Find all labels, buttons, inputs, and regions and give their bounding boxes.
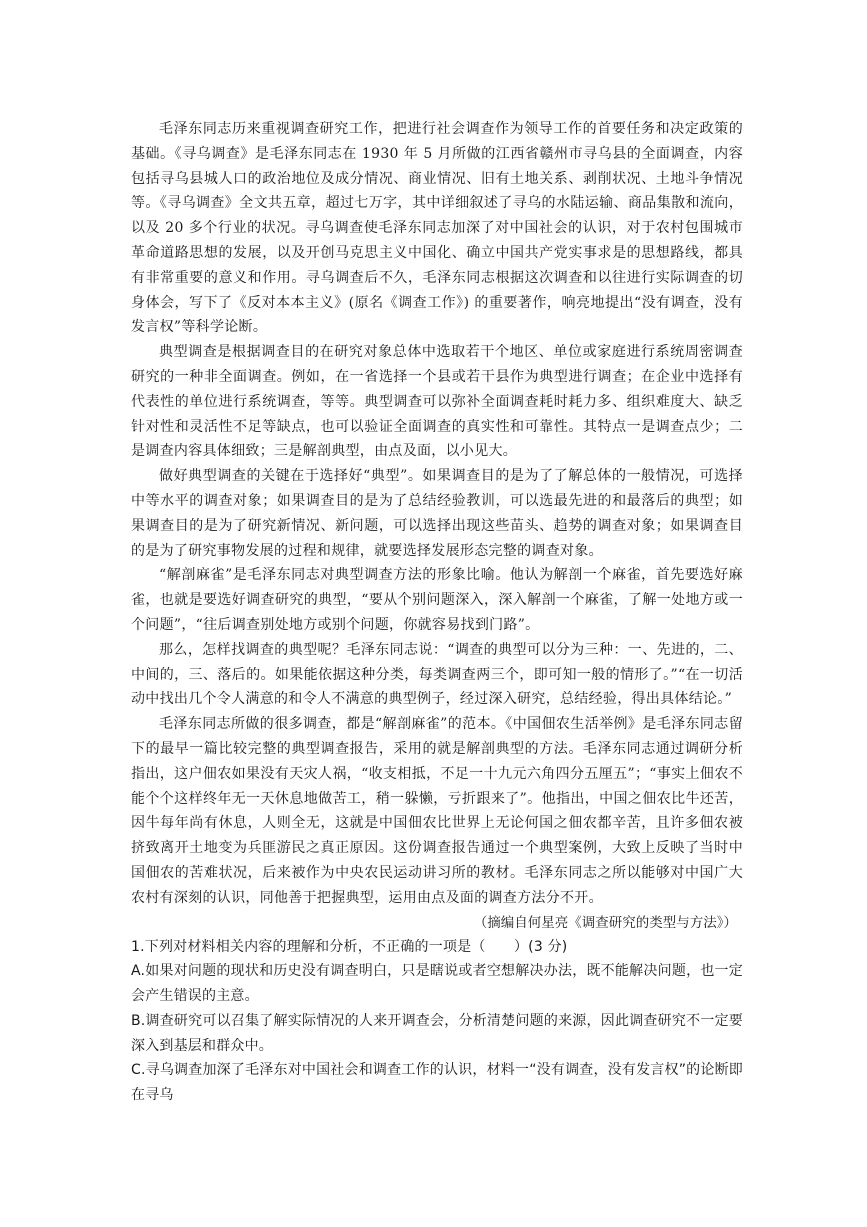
option-c: C.寻乌调查加深了毛泽东对中国社会和调查工作的认识，材料一“没有调查，没有发言权”的论断即在寻乌 bbox=[131, 1062, 743, 1104]
option-b: B.调查研究可以召集了解实际情况的人来开调查会，分析清楚问题的来源，因此调查研究不一定要深入到基层和群众中。 bbox=[131, 1012, 743, 1054]
passage-paragraph-6: 毛泽东同志所做的很多调查，都是“解剖麻雀”的范本。《中国佃农生活举例》是毛泽东同志留下的最早一篇比较完整的典型调查报告，采用的就是解剖典型的方法。毛泽东同志通过调研分析指出，这户佃农如果没有天灾人祸，“收支相抵，不足一十九元六角四分五厘五”；“事实上佃农不能个个这样终年无一天休息地做苦工，稍一躲懒，亏折跟来了”。他指出，中国之佃农比牛还苦，因牛每年尚有休息，人则全无，这就是中国佃农比世界上无论何国之佃农都辛苦，且许多佃农被挤致离开土地变为兵匪游民之真正原因。这份调查报告通过一个典型案例，大致上反映了当时中国佃农的苦难状况，后来被作为中央农民运动讲习所的教材。毛泽东同志之所以能够对中国广大农村有深刻的认识，同他善于把握典型，运用由点及面的调查方法分不开。 bbox=[131, 716, 743, 906]
document-page bbox=[131, 117, 743, 1108]
passage-paragraph-1: 毛泽东同志历来重视调查研究工作，把进行社会调查作为领导工作的首要任务和决定政策的基础。《寻乌调查》是毛泽东同志在 1930 年 5 月所做的江西省赣州市寻乌县的全面调查，内容包括寻乌县城人口的政治地位及成分情况、商业情况、旧有土地关系、剥削状况、土地斗争情况等。《寻乌调查》全文共五章，超过七万字，其中详细叙述了寻乌的水陆运输、商品集散和流向，以及 20 多个行业的状况。寻乌调查使毛泽东同志加深了对中国社会的认识，对于农村包围城市革命道路思想的发展，以及开创马克思主义中国化、确立中国共产党实事求是的思想路线，都具有非常重要的意义和作用。寻乌调查后不久，毛泽东同志根据这次调查和以往进行实际调查的切身体会，写下了《反对本本主义》(原名《调查工作》) 的重要著作，响亮地提出“没有调查，没有发言权”等科学论断。 bbox=[131, 121, 743, 336]
passage-paragraph-3: 做好典型调查的关键在于选择好“典型”。如果调查目的是为了了解总体的一般情况，可选择中等水平的调查对象；如果调查目的是为了总结经验教训，可以选最先进的和最落后的典型；如果调查目的是为了研究新情况、新问题，可以选择出现这些苗头、趋势的调查对象；如果调查目的是为了研究事物发展的过程和规律，就要选择发展形态完整的调查对象。 bbox=[131, 468, 743, 559]
passage-source: （摘编自何星亮《调查研究的类型与方法》） bbox=[473, 914, 737, 931]
option-a: A.如果对问题的现状和历史没有调查明白，只是瞎说或者空想解决办法，既不能解决问题，也一定会产生错误的主意。 bbox=[131, 963, 743, 1005]
passage-paragraph-4: “解剖麻雀”是毛泽东同志对典型调查方法的形象比喻。他认为解剖一个麻雀，首先要选好麻雀，也就是要选好调查研究的典型，“要从个别问题深入，深入解剖一个麻雀，了解一处地方或一个问题”，“往后调查别处地方或别个问题，你就容易找到门路”。 bbox=[131, 567, 743, 633]
passage-paragraph-2: 典型调查是根据调查目的在研究对象总体中选取若干个地区、单位或家庭进行系统周密调查研究的一种非全面调查。例如，在一省选择一个县或若干县作为典型进行调查；在企业中选择有代表性的单位进行系统调查，等等。典型调查可以弥补全面调查耗时耗力多、组织难度大、缺乏针对性和灵活性不足等缺点，也可以验证全面调查的真实性和可靠性。其特点一是调查点少；二是调查内容具体细致；三是解剖典型，由点及面，以小见大。 bbox=[131, 344, 743, 460]
passage bbox=[131, 117, 743, 935]
question-stem: 1.下列对材料相关内容的理解和分析，不正确的一项是（ ）(3 分) bbox=[131, 938, 568, 955]
question-1 bbox=[131, 935, 743, 1109]
passage-paragraph-5: 那么，怎样找调查的典型呢？毛泽东同志说：“调查的典型可以分为三种：一、先进的，二、中间的，三、落后的。如果能依据这种分类，每类调查两三个，即可知一般的情形了。”“在一切活动中找出几个令人满意的和令人不满意的典型例子，经过深入研究，总结经验，得出具体结论。” bbox=[131, 641, 743, 708]
